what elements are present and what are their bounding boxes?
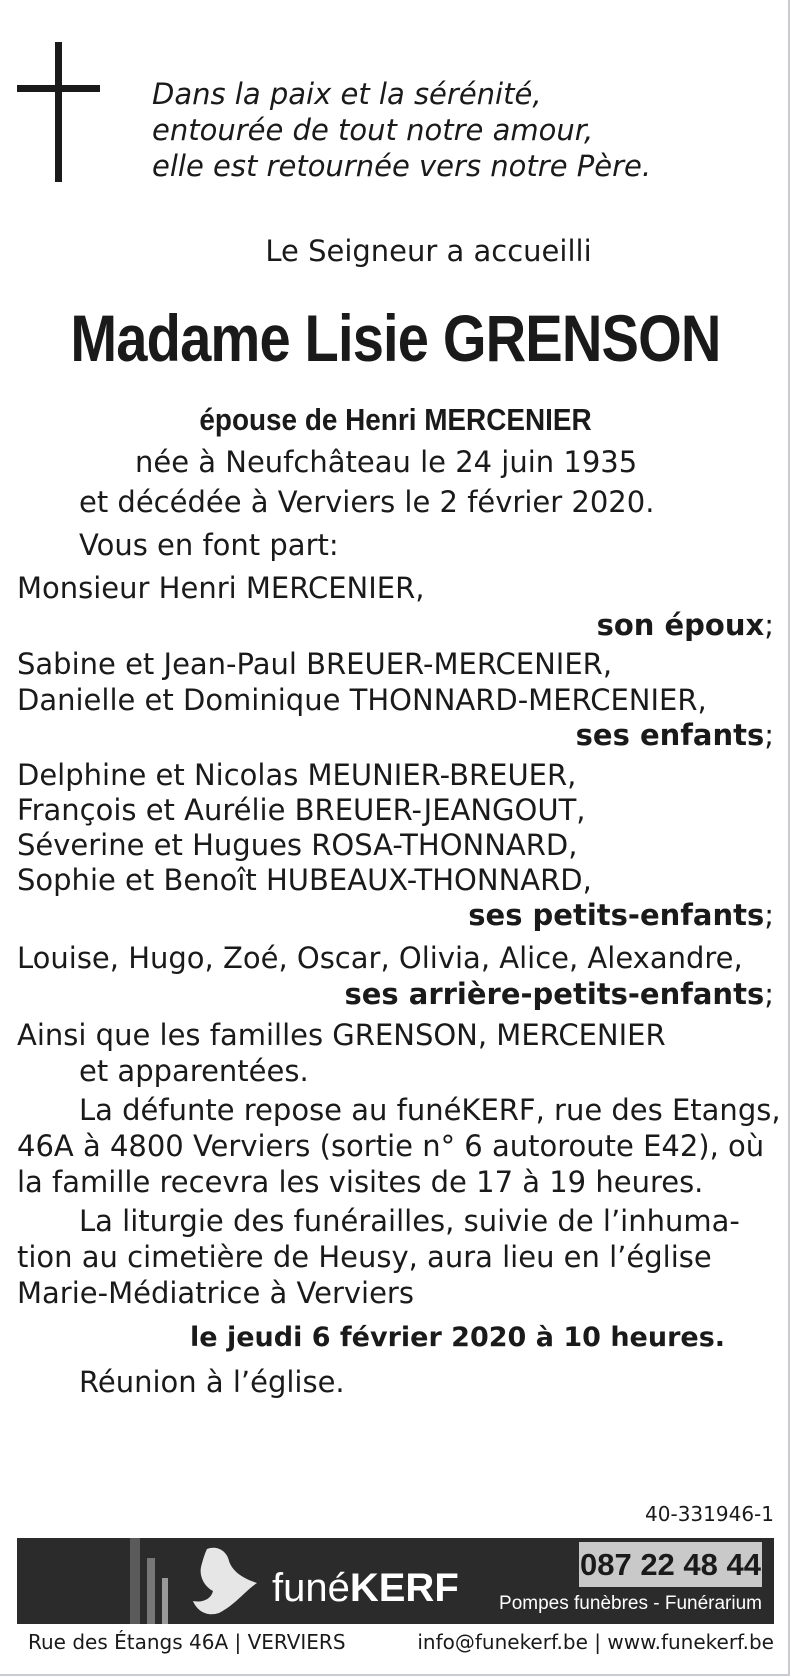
husband-line: Monsieur Henri MERCENIER, xyxy=(17,571,425,605)
ad-decoration xyxy=(162,1578,168,1624)
spouse-line: épouse de Henri MERCENIER xyxy=(199,402,592,437)
ad-contact[interactable]: info@funekerf.be | www.funekerf.be xyxy=(417,1630,774,1654)
ad-decoration xyxy=(130,1538,140,1624)
children-role: ses enfants; xyxy=(575,718,774,752)
death-line: et décédée à Verviers le 2 février 2020. xyxy=(79,485,655,519)
repose-line: la famille recevra les visites de 17 à 19 heures. xyxy=(17,1165,704,1199)
quote-line: entourée de tout notre amour, xyxy=(152,113,594,147)
great-grandchildren-role: ses arrière-petits-enfants; xyxy=(344,977,774,1011)
announce-line: Vous en font part: xyxy=(79,528,339,562)
grandchildren-role: ses petits-enfants; xyxy=(468,898,774,932)
phone-number: 087 22 48 44 xyxy=(579,1542,762,1587)
quote-line: Dans la paix et la sérénité, xyxy=(152,77,542,111)
brand-name: funéKERF xyxy=(272,1566,459,1610)
liturgy-line: Marie-Médiatrice à Verviers xyxy=(17,1276,414,1310)
liturgy-line: tion au cimetière de Heusy, aura lieu en l’église xyxy=(17,1240,712,1274)
grandchildren-line: Sophie et Benoît HUBEAUX-THONNARD, xyxy=(17,863,592,897)
reference-number: 40-331946-1 xyxy=(645,1502,774,1526)
dove-icon xyxy=(187,1543,259,1617)
liturgy-line: La liturgie des funérailles, suivie de l’inhuma- xyxy=(79,1204,740,1238)
quote-line: elle est retournée vers notre Père. xyxy=(152,149,652,183)
ad-decoration xyxy=(147,1558,155,1624)
intro-line: Le Seigneur a accueilli xyxy=(265,234,592,268)
great-grandchildren-line: Louise, Hugo, Zoé, Oscar, Olivia, Alice, Alexandre, xyxy=(17,941,743,975)
deceased-name: Madame Lisie GRENSON xyxy=(70,301,721,375)
ceremony-date: le jeudi 6 février 2020 à 10 heures. xyxy=(190,1322,726,1353)
grandchildren-line: Delphine et Nicolas MEUNIER-BREUER, xyxy=(17,758,577,792)
grandchildren-line: Séverine et Hugues ROSA-THONNARD, xyxy=(17,828,578,862)
repose-line: 46A à 4800 Verviers (sortie n° 6 autoroute E42), où xyxy=(17,1129,765,1163)
families-line: et apparentées. xyxy=(79,1054,309,1088)
husband-role: son époux; xyxy=(596,608,774,642)
funeral-home-ad xyxy=(17,1538,774,1624)
repose-line: La défunte repose au funéKERF, rue des Etangs, xyxy=(79,1093,781,1127)
grandchildren-line: François et Aurélie BREUER-JEANGOUT, xyxy=(17,793,586,827)
families-line: Ainsi que les familles GRENSON, MERCENIER xyxy=(17,1018,666,1052)
children-line: Danielle et Dominique THONNARD-MERCENIER, xyxy=(17,683,707,717)
children-line: Sabine et Jean-Paul BREUER-MERCENIER, xyxy=(17,647,613,681)
opening-quote xyxy=(152,76,651,184)
ad-address: Rue des Étangs 46A | VERVIERS xyxy=(28,1630,346,1654)
ad-tagline: Pompes funèbres - Funérarium xyxy=(499,1593,762,1614)
reunion-line: Réunion à l’église. xyxy=(79,1365,345,1399)
birth-line: née à Neufchâteau le 24 juin 1935 xyxy=(135,445,638,479)
